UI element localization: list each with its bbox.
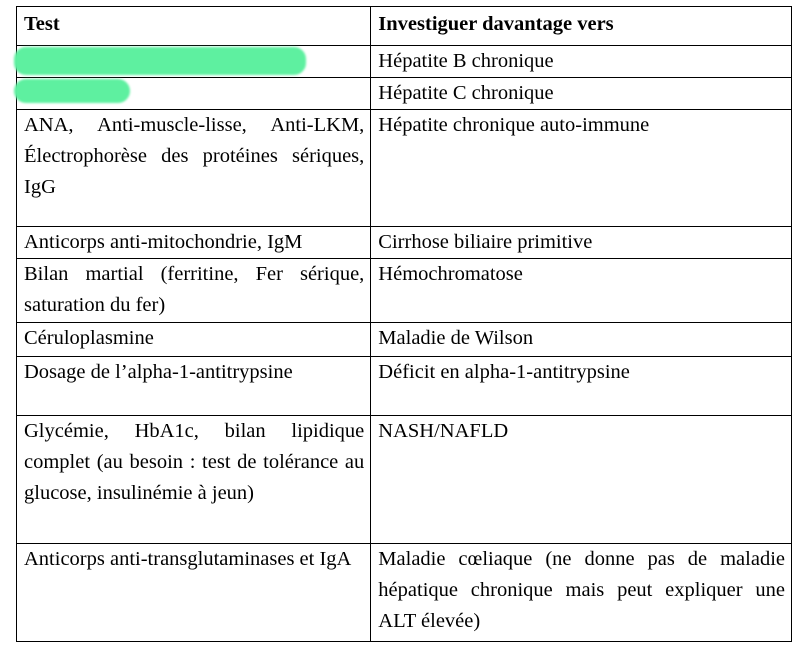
target-cell: Hépatite B chronique xyxy=(371,46,792,78)
table-row xyxy=(17,544,792,642)
header-row xyxy=(17,7,792,46)
header-test: Test xyxy=(17,7,371,46)
redaction-mark xyxy=(14,47,306,75)
table-row xyxy=(17,110,792,227)
tests-table xyxy=(16,6,792,642)
target-cell: NASH/NAFLD xyxy=(371,416,792,544)
table-row xyxy=(17,357,792,416)
table-row xyxy=(17,227,792,259)
test-cell: ANA, Anti-muscle-lisse, Anti-LKM, Électrophorèse des protéines sériques, IgG xyxy=(17,110,371,227)
target-cell: Cirrhose biliaire primitive xyxy=(371,227,792,259)
table-row xyxy=(17,416,792,544)
redaction-mark xyxy=(14,79,130,103)
target-cell: Hémochromatose xyxy=(371,259,792,323)
table-row xyxy=(17,259,792,323)
table-row xyxy=(17,323,792,357)
target-cell: Hépatite chronique auto-immune xyxy=(371,110,792,227)
header-target: Investiguer davantage vers xyxy=(371,7,792,46)
target-cell: Hépatite C chronique xyxy=(371,78,792,110)
table-row xyxy=(17,78,792,110)
target-cell: Maladie de Wilson xyxy=(371,323,792,357)
test-cell: Glycémie, HbA1c, bilan lipidique complet (au besoin : test de tolérance au glucose, insulinémie à jeun) xyxy=(17,416,371,544)
test-cell: Bilan martial (ferritine, Fer sérique, saturation du fer) xyxy=(17,259,371,323)
test-cell: Dosage de l’alpha-1-antitrypsine xyxy=(17,357,371,416)
target-cell: Maladie cœliaque (ne donne pas de maladie hépatique chronique mais peut expliquer une ALT élevée) xyxy=(371,544,792,642)
test-cell: Céruloplasmine xyxy=(17,323,371,357)
target-cell: Déficit en alpha-1-antitrypsine xyxy=(371,357,792,416)
test-cell: Anticorps anti-transglutaminases et IgA xyxy=(17,544,371,642)
test-cell: Anticorps anti-mitochondrie, IgM xyxy=(17,227,371,259)
